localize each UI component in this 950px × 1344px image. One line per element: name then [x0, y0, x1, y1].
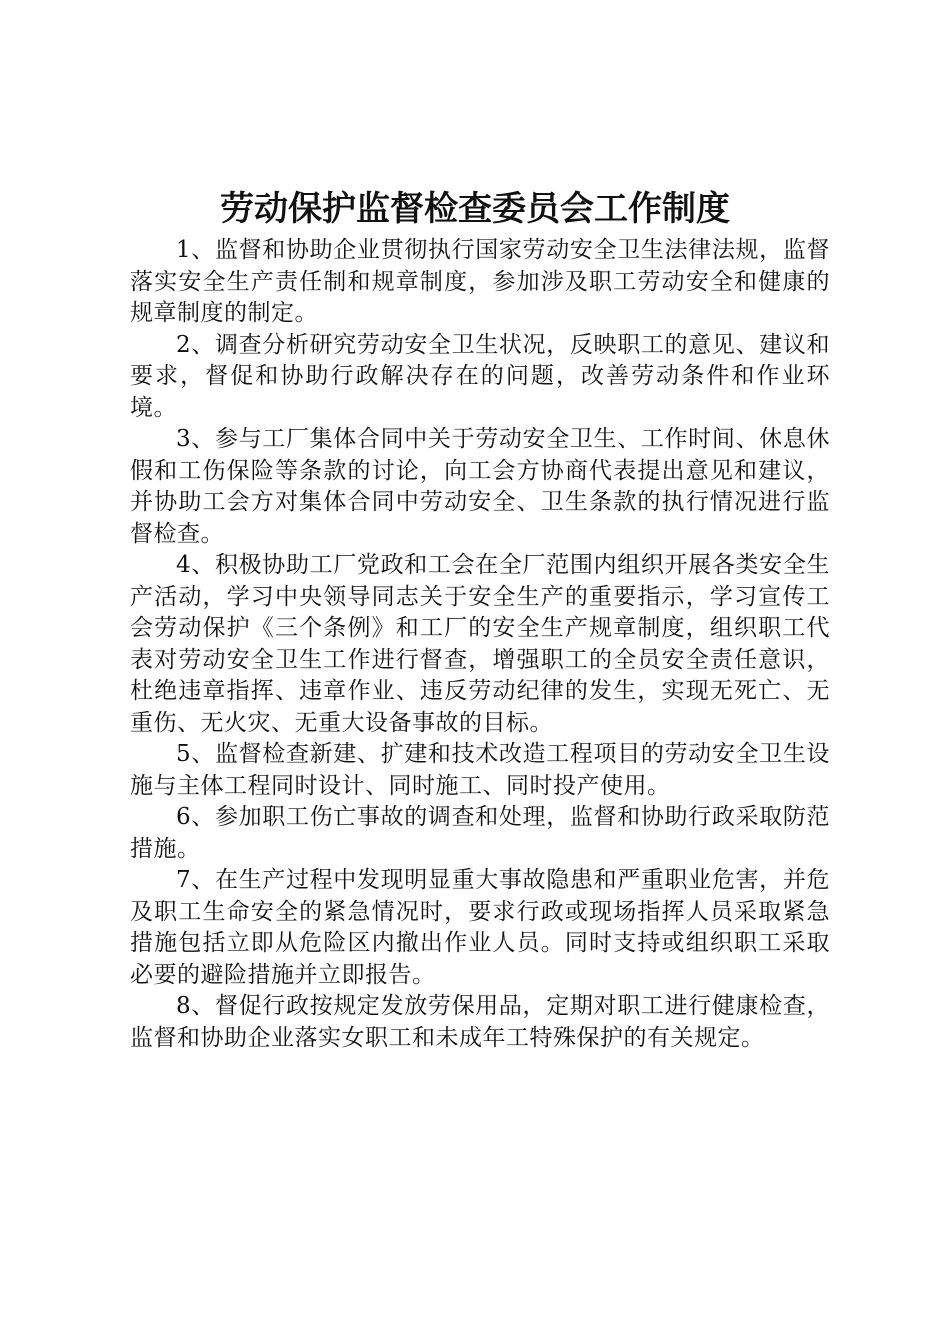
- paragraph-3: 3、参与工厂集体合同中关于劳动安全卫生、工作时间、休息休假和工伤保险等条款的讨论，向工会方协商代表提出意见和建议，并协助工会方对集体合同中劳动安全、卫生条款的执行情况进行监督检查。: [130, 426, 830, 547]
- paragraph-6: 6、参加职工伤亡事故的调查和处理，监督和协助行政采取防范措施。: [130, 804, 830, 862]
- paragraph-8: 8、督促行政按规定发放劳保用品，定期对职工进行健康检查，监督和协助企业落实女职工和未成年工特殊保护的有关规定。: [130, 993, 830, 1051]
- paragraph-7: 7、在生产过程中发现明显重大事故隐患和严重职业危害，并危及职工生命安全的紧急情况时，要求行政或现场指挥人员采取紧急措施包括立即从危险区内撤出作业人员。同时支持或组织职工采取必要的避险措施并立即报告。: [130, 867, 830, 988]
- document-body: [130, 235, 830, 1054]
- paragraph-2: 2、调查分析研究劳动安全卫生状况，反映职工的意见、建议和要求，督促和协助行政解决存在的问题，改善劳动条件和作业环境。: [130, 331, 830, 421]
- document-title: 劳动保护监督检查委员会工作制度: [220, 189, 730, 229]
- paragraph-1: 1、监督和协助企业贯彻执行国家劳动安全卫生法律法规，监督落实安全生产责任制和规章制度，参加涉及职工劳动安全和健康的规章制度的制定。: [130, 237, 830, 326]
- paragraph-5: 5、监督检查新建、扩建和技术改造工程项目的劳动安全卫生设施与主体工程同时设计、同时施工、同时投产使用。: [130, 741, 830, 799]
- paragraph-4: 4、积极协助工厂党政和工会在全厂范围内组织开展各类安全生产活动，学习中央领导同志关于安全生产的重要指示，学习宣传工会劳动保护《三个条例》和工厂的安全生产规章制度，组织职工代表对劳动安全卫生工作进行督查，增强职工的全员安全责任意识，杜绝违章指挥、违章作业、违反劳动纪律的发生，实现无死亡、无重伤、无火灾、无重大设备事故的目标。: [130, 552, 830, 736]
